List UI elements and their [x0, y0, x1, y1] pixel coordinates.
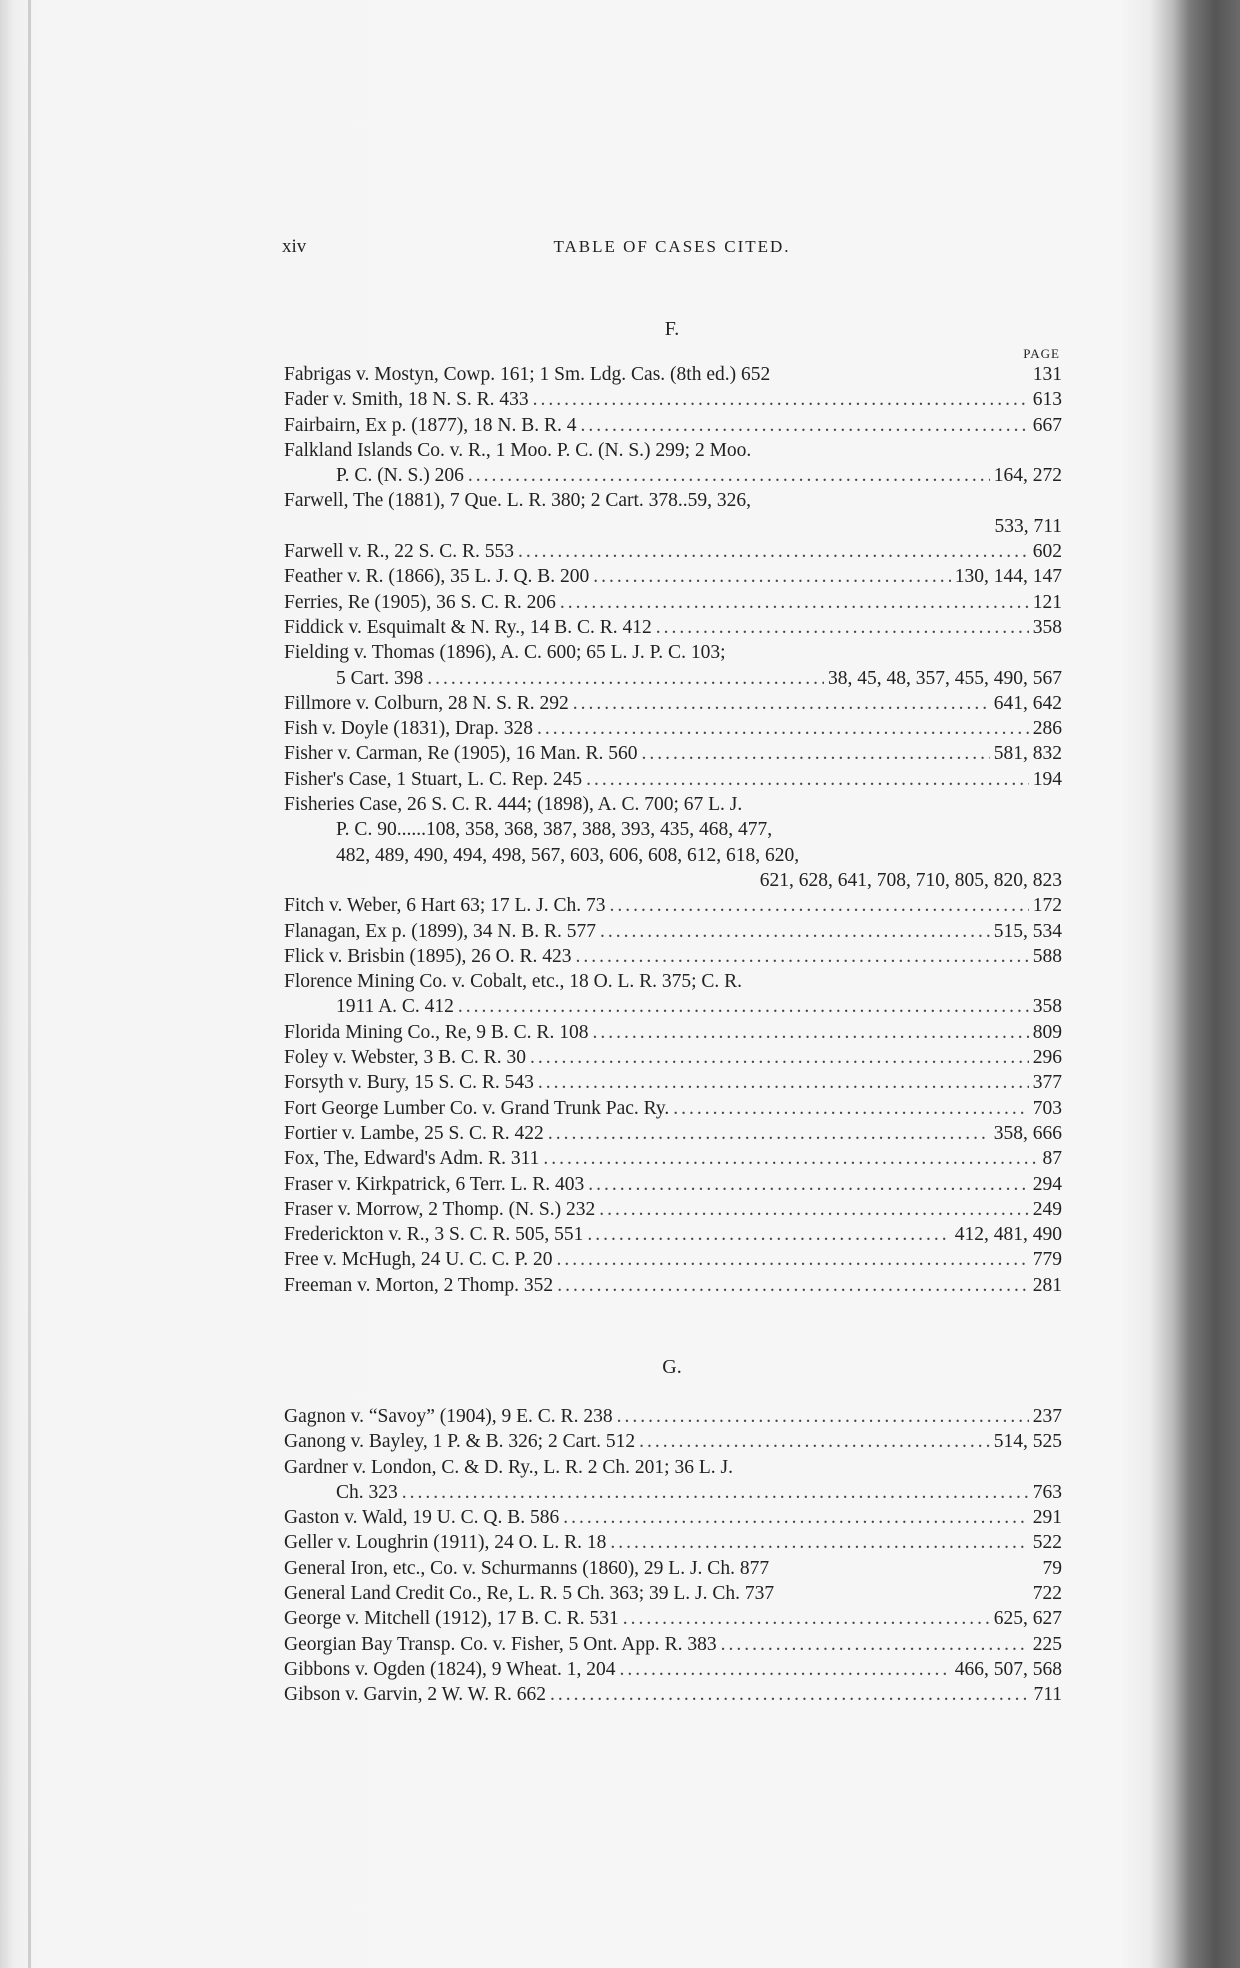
case-entry-line: [284, 666, 1062, 691]
case-list-g: [284, 1404, 1062, 1708]
case-citation: 1911 A. C. 412: [336, 996, 454, 1018]
page-references: 667: [1032, 414, 1062, 436]
case-citation: Gibson v. Garvin, 2 W. W. R. 662: [284, 1684, 547, 1706]
case-citation: Fish v. Doyle (1831), Drap. 328: [284, 718, 533, 740]
case-citation: Fort George Lumber Co. v. Grand Trunk Pac. Ry.: [284, 1097, 670, 1119]
case-entry-line: [284, 387, 1062, 412]
dot-leader: [548, 1121, 990, 1146]
case-entry: [284, 1146, 1062, 1171]
page-references: 79: [1042, 1557, 1062, 1579]
dot-leader: [610, 1530, 1028, 1555]
case-entry-line: [284, 868, 1062, 893]
case-entry: [284, 1096, 1062, 1121]
case-list-f: [284, 362, 1062, 1298]
dot-leader: [639, 1429, 990, 1454]
case-entry-line: [284, 716, 1062, 741]
section-heading-g: G.: [662, 1356, 682, 1378]
page-references: 641, 642: [993, 692, 1062, 714]
case-entry: [284, 1172, 1062, 1197]
case-citation: Farwell v. R., 22 S. C. R. 553: [284, 541, 515, 563]
case-entry: [284, 919, 1062, 944]
dot-leader: [538, 1070, 1029, 1095]
case-entry: [284, 716, 1062, 741]
page-references: 38, 45, 48, 357, 455, 490, 567: [828, 667, 1062, 689]
case-entry-line: [284, 590, 1062, 615]
case-citation: General Land Credit Co., Re, L. R. 5 Ch. 363; 39 L. J. Ch. 737: [284, 1583, 775, 1605]
dot-leader: [563, 1505, 1029, 1530]
dot-leader: [402, 1480, 1029, 1505]
dot-leader: [599, 1197, 1029, 1222]
dot-leader: [617, 1404, 1029, 1429]
page-references: 172: [1032, 895, 1062, 917]
dot-leader: [537, 716, 1029, 741]
page-references: 377: [1032, 1072, 1062, 1094]
case-entry-line: [284, 1682, 1062, 1707]
page-references: 121: [1032, 591, 1062, 613]
case-citation: Fraser v. Morrow, 2 Thomp. (N. S.) 232: [284, 1198, 596, 1220]
dot-leader: [543, 1146, 1038, 1171]
case-entry: [284, 590, 1062, 615]
case-entry: [284, 1273, 1062, 1298]
page-number: xiv: [282, 236, 307, 257]
case-entry-line: [284, 1429, 1062, 1454]
case-entry: [284, 969, 1062, 1020]
case-entry-line: [284, 438, 1062, 463]
case-entry: [284, 387, 1062, 412]
dot-leader: [533, 387, 1029, 412]
page-references: 588: [1032, 945, 1062, 967]
page-references: 358: [1032, 996, 1062, 1018]
case-citation: P. C. (N. S.) 206: [336, 465, 464, 487]
case-entry-line: [284, 1197, 1062, 1222]
dot-leader: [642, 741, 990, 766]
page-references: 613: [1032, 389, 1062, 411]
dot-leader: [468, 463, 990, 488]
case-entry: [284, 1121, 1062, 1146]
case-entry-line: [284, 1404, 1062, 1429]
dot-leader: [588, 1172, 1028, 1197]
case-citation: Geller v. Loughrin (1911), 24 O. L. R. 18: [284, 1532, 607, 1554]
case-entry-line: [284, 1581, 1062, 1606]
case-citation: Flanagan, Ex p. (1899), 34 N. B. R. 577: [284, 920, 596, 942]
case-citation: Gagnon v. “Savoy” (1904), 9 E. C. R. 238: [284, 1406, 613, 1427]
case-citation: Freeman v. Morton, 2 Thomp. 352: [284, 1274, 554, 1296]
dot-leader: [600, 919, 990, 944]
case-entry: [284, 767, 1062, 792]
case-entry-line: [284, 362, 1062, 387]
dot-leader: [721, 1632, 1029, 1657]
case-entry-line: [284, 893, 1062, 918]
page-references: 515, 534: [993, 920, 1062, 942]
case-citation: Fisher's Case, 1 Stuart, L. C. Rep. 245: [284, 768, 583, 790]
case-entry: [284, 944, 1062, 969]
page-references: 294: [1032, 1173, 1062, 1195]
case-entry-line: [284, 1505, 1062, 1530]
page-references: 763: [1032, 1481, 1062, 1503]
case-entry-line: [284, 919, 1062, 944]
page-references: 703: [1032, 1097, 1062, 1119]
case-entry-line: [284, 488, 1062, 513]
case-entry: [284, 1020, 1062, 1045]
case-entry: [284, 1197, 1062, 1222]
page-references: 621, 628, 641, 708, 710, 805, 820, 823: [759, 869, 1062, 891]
case-citation: Florence Mining Co. v. Cobalt, etc., 18 O. L. R. 375; C. R.: [284, 971, 743, 993]
case-entry-line: [284, 1020, 1062, 1045]
case-entry-line: [284, 691, 1062, 716]
case-entry-line: [284, 1455, 1062, 1480]
page-references: 722: [1032, 1583, 1062, 1605]
case-citation: Fortier v. Lambe, 25 S. C. R. 422: [284, 1122, 544, 1144]
page-references: 358: [1032, 616, 1062, 638]
case-entry-line: [284, 1632, 1062, 1657]
case-citation: 482, 489, 490, 494, 498, 567, 603, 606, 608, 612, 618, 620,: [336, 844, 800, 866]
case-entry-line: [284, 514, 1062, 539]
case-entry-line: [284, 741, 1062, 766]
case-entry: [284, 438, 1062, 489]
case-entry-line: [284, 817, 1062, 842]
dot-leader: [557, 1247, 1029, 1272]
page-references: 412, 481, 490: [954, 1224, 1062, 1246]
case-entry: [284, 1429, 1062, 1454]
case-citation: Ferries, Re (1905), 36 S. C. R. 206: [284, 591, 556, 613]
page-references: 130, 144, 147: [954, 566, 1062, 588]
case-entry: [284, 1632, 1062, 1657]
case-citation: 5 Cart. 398: [336, 667, 424, 689]
dot-leader: [530, 1045, 1029, 1070]
case-citation: Gaston v. Wald, 19 U. C. Q. B. 586: [284, 1507, 560, 1529]
dot-leader: [573, 691, 990, 716]
case-entry-line: [284, 1530, 1062, 1555]
case-entry: [284, 1505, 1062, 1530]
case-entry: [284, 1404, 1062, 1429]
case-citation: Free v. McHugh, 24 U. C. C. P. 20: [284, 1249, 553, 1271]
page-references: 466, 507, 568: [954, 1658, 1062, 1680]
case-entry-line: [284, 1657, 1062, 1682]
case-entry: [284, 1222, 1062, 1247]
page-references: 296: [1032, 1047, 1062, 1069]
page-references: 131: [1032, 364, 1062, 385]
dot-leader: [586, 767, 1029, 792]
case-entry: [284, 1045, 1062, 1070]
dot-leader: [587, 1222, 950, 1247]
case-citation: Gibbons v. Ogden (1824), 9 Wheat. 1, 204: [284, 1658, 616, 1680]
case-entry-line: [284, 615, 1062, 640]
page-references: 164, 272: [993, 465, 1062, 487]
case-entry-line: [284, 1096, 1062, 1121]
page-references: 286: [1032, 718, 1062, 740]
page-title: TABLE OF CASES CITED.: [553, 237, 791, 256]
dot-leader: [560, 590, 1029, 615]
case-entry: [284, 1657, 1062, 1682]
case-citation: Fraser v. Kirkpatrick, 6 Terr. L. R. 403: [284, 1173, 585, 1195]
page-column-heading: PAGE: [1023, 346, 1060, 361]
case-entry-line: [284, 969, 1062, 994]
case-citation: Fader v. Smith, 18 N. S. R. 433: [284, 389, 529, 411]
case-citation: P. C. 90......108, 358, 368, 387, 388, 393, 435, 468, 477,: [336, 819, 773, 841]
case-entry-line: [284, 1172, 1062, 1197]
case-entry: [284, 1556, 1062, 1581]
dot-leader: [610, 893, 1029, 918]
case-entry: [284, 1530, 1062, 1555]
case-entry: [284, 362, 1062, 387]
case-entry-line: [284, 413, 1062, 438]
case-entry: [284, 1070, 1062, 1095]
case-entry: [284, 1247, 1062, 1272]
case-entry: [284, 691, 1062, 716]
section-heading-f: F.: [664, 318, 680, 340]
case-citation: Fielding v. Thomas (1896), A. C. 600; 65 L. J. P. C. 103;: [284, 642, 726, 664]
case-entry-line: [284, 1273, 1062, 1298]
case-citation: Fillmore v. Colburn, 28 N. S. R. 292: [284, 692, 569, 714]
dot-leader: [592, 1020, 1028, 1045]
case-entry-line: [284, 792, 1062, 817]
dot-leader: [580, 413, 1028, 438]
dot-leader: [458, 994, 1029, 1019]
dot-leader: [427, 666, 824, 691]
case-entry: [284, 640, 1062, 691]
case-citation: Fairbairn, Ex p. (1877), 18 N. B. R. 4: [284, 414, 577, 436]
case-citation: Flick v. Brisbin (1895), 26 O. R. 423: [284, 945, 572, 967]
page-references: 711: [1033, 1684, 1062, 1706]
case-citation: Foley v. Webster, 3 B. C. R. 30: [284, 1047, 526, 1069]
case-entry-line: [284, 1606, 1062, 1631]
case-citation: Fox, The, Edward's Adm. R. 311: [284, 1148, 540, 1170]
case-entry-line: [284, 539, 1062, 564]
case-entry-line: [284, 1222, 1062, 1247]
page-edge: [28, 0, 31, 1968]
case-entry-line: [284, 994, 1062, 1019]
dot-leader: [673, 1096, 1029, 1121]
page-references: 87: [1042, 1148, 1062, 1170]
dot-leader: [518, 539, 1029, 564]
case-entry-line: [284, 944, 1062, 969]
case-entry-line: [284, 767, 1062, 792]
page-references: 809: [1032, 1021, 1062, 1043]
case-citation: Falkland Islands Co. v. R., 1 Moo. P. C. (N. S.) 299; 2 Moo.: [284, 439, 752, 461]
case-entry-line: [284, 1146, 1062, 1171]
case-entry-line: [284, 1556, 1062, 1581]
page-references: 514, 525: [993, 1431, 1062, 1453]
dot-leader: [593, 564, 950, 589]
dot-leader: [575, 944, 1028, 969]
page-references: 237: [1032, 1406, 1062, 1427]
page-references: 291: [1032, 1507, 1062, 1529]
page-references: 779: [1032, 1249, 1062, 1271]
case-entry: [284, 488, 1062, 539]
case-citation: Fisheries Case, 26 S. C. R. 444; (1898), A. C. 700; 67 L. J.: [284, 794, 743, 816]
case-entry: [284, 1606, 1062, 1631]
case-citation: Feather v. R. (1866), 35 L. J. Q. B. 200: [284, 566, 590, 588]
case-entry-line: [284, 640, 1062, 665]
case-citation: Fabrigas v. Mostyn, Cowp. 161; 1 Sm. Ldg. Cas. (8th ed.) 652: [284, 364, 771, 385]
case-citation: Fiddick v. Esquimalt & N. Ry., 14 B. C. R. 412: [284, 616, 652, 638]
case-citation: Frederickton v. R., 3 S. C. R. 505, 551: [284, 1224, 584, 1246]
page-references: 281: [1032, 1274, 1062, 1296]
case-entry: [284, 1455, 1062, 1506]
case-citation: Ganong v. Bayley, 1 P. & B. 326; 2 Cart. 512: [284, 1431, 636, 1453]
case-citation: Ch. 323: [336, 1481, 398, 1503]
case-citation: Florida Mining Co., Re, 9 B. C. R. 108: [284, 1021, 589, 1043]
page-references: 225: [1032, 1633, 1062, 1655]
case-entry: [284, 539, 1062, 564]
dot-leader: [623, 1606, 990, 1631]
page-references: 602: [1032, 541, 1062, 563]
case-entry: [284, 413, 1062, 438]
case-citation: Gardner v. London, C. & D. Ry., L. R. 2 Ch. 201; 36 L. J.: [284, 1456, 733, 1478]
page-references: 522: [1032, 1532, 1062, 1554]
case-citation: Georgian Bay Transp. Co. v. Fisher, 5 Ont. App. R. 383: [284, 1633, 717, 1655]
case-citation: Forsyth v. Bury, 15 S. C. R. 543: [284, 1072, 534, 1094]
case-entry-line: [284, 1121, 1062, 1146]
case-citation: General Iron, etc., Co. v. Schurmanns (1860), 29 L. J. Ch. 877: [284, 1557, 770, 1579]
page-references: 194: [1032, 768, 1062, 790]
dot-leader: [619, 1657, 950, 1682]
page-references: 249: [1032, 1198, 1062, 1220]
dot-leader: [550, 1682, 1029, 1707]
case-entry-line: [284, 843, 1062, 868]
case-entry: [284, 893, 1062, 918]
case-entry: [284, 741, 1062, 766]
case-citation: Farwell, The (1881), 7 Que. L. R. 380; 2 Cart. 378..59, 326,: [284, 490, 752, 512]
page-references: 358, 666: [993, 1122, 1062, 1144]
page-references: 625, 627: [993, 1608, 1062, 1630]
case-citation: George v. Mitchell (1912), 17 B. C. R. 531: [284, 1608, 619, 1630]
case-entry-line: [284, 463, 1062, 488]
case-entry: [284, 1682, 1062, 1707]
page-references: 581, 832: [993, 743, 1062, 765]
case-entry-line: [284, 1045, 1062, 1070]
case-entry-line: [284, 1480, 1062, 1505]
case-citation: Fitch v. Weber, 6 Hart 63; 17 L. J. Ch. 73: [284, 895, 606, 917]
case-entry: [284, 564, 1062, 589]
case-citation: Fisher v. Carman, Re (1905), 16 Man. R. 560: [284, 743, 638, 765]
case-entry: [284, 792, 1062, 893]
page-references: 533, 711: [994, 515, 1062, 537]
case-entry-line: [284, 1070, 1062, 1095]
case-entry: [284, 615, 1062, 640]
case-entry: [284, 1581, 1062, 1606]
dot-leader: [557, 1273, 1029, 1298]
case-entry-line: [284, 1247, 1062, 1272]
running-header: [282, 236, 1062, 264]
dot-leader: [656, 615, 1029, 640]
case-entry-line: [284, 564, 1062, 589]
